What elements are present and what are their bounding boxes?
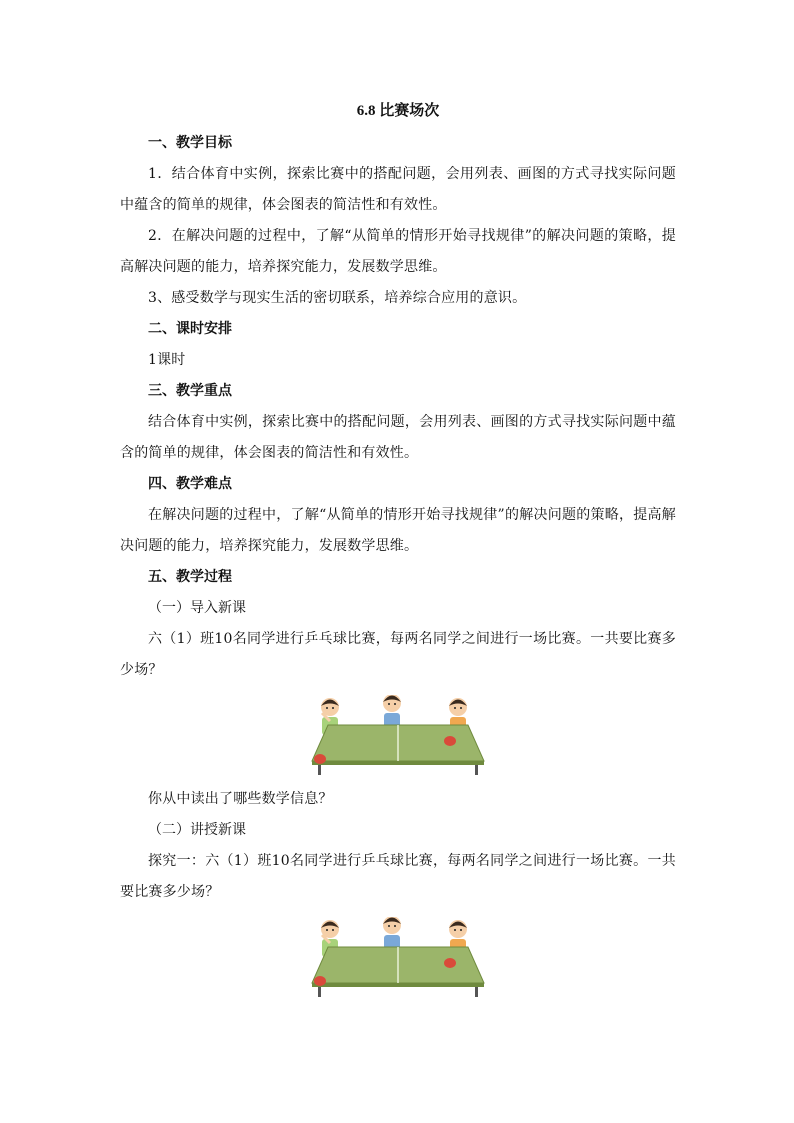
ping-pong-illustration-2 — [120, 917, 676, 999]
page-title: 6.8 比赛场次 — [356, 103, 440, 119]
heading-goals: 一、教学目标 — [148, 135, 232, 151]
heading-process: 五、教学过程 — [148, 569, 232, 585]
question-text: 你从中读出了哪些数学信息？ — [148, 791, 333, 807]
difficulty-text: 在解决问题的过程中，了解“从简单的情形开始寻找规律”的解决问题的策略，提高解决问题的能力，培养探究能力，发展数学思维。 — [120, 507, 676, 554]
document-page — [120, 96, 676, 1006]
heading-key-points: 三、教学重点 — [148, 383, 232, 399]
intro-text: 六（1）班10名同学进行乒乓球比赛，每两名同学之间进行一场比赛。一共要比赛多少场？ — [120, 631, 676, 678]
goal-item-3: 3、感受数学与现实生活的密切联系，培养综合应用的意识。 — [148, 290, 527, 306]
subheading-intro: （一）导入新课 — [148, 600, 246, 616]
heading-schedule: 二、课时安排 — [148, 321, 232, 337]
ping-pong-illustration-1 — [120, 695, 676, 777]
goal-item-1: 1．结合体育中实例，探索比赛中的搭配问题，会用列表、画图的方式寻找实际问题中蕴含的简单的规律，体会图表的简洁性和有效性。 — [120, 166, 676, 213]
explore-text: 探究一：六（1）班10名同学进行乒乓球比赛，每两名同学之间进行一场比赛。一共要比赛多少场？ — [120, 853, 676, 900]
ping-pong-table-image — [308, 917, 488, 999]
ping-pong-table-image — [308, 695, 488, 777]
goal-item-2: 2．在解决问题的过程中，了解“从简单的情形开始寻找规律”的解决问题的策略，提高解决问题的能力，培养探究能力，发展数学思维。 — [120, 228, 676, 275]
heading-difficulty: 四、教学难点 — [148, 476, 232, 492]
key-points-text: 结合体育中实例，探索比赛中的搭配问题，会用列表、画图的方式寻找实际问题中蕴含的简单的规律，体会图表的简洁性和有效性。 — [120, 414, 676, 461]
schedule-text: 1课时 — [148, 352, 186, 368]
subheading-new-lesson: （二）讲授新课 — [148, 822, 246, 838]
